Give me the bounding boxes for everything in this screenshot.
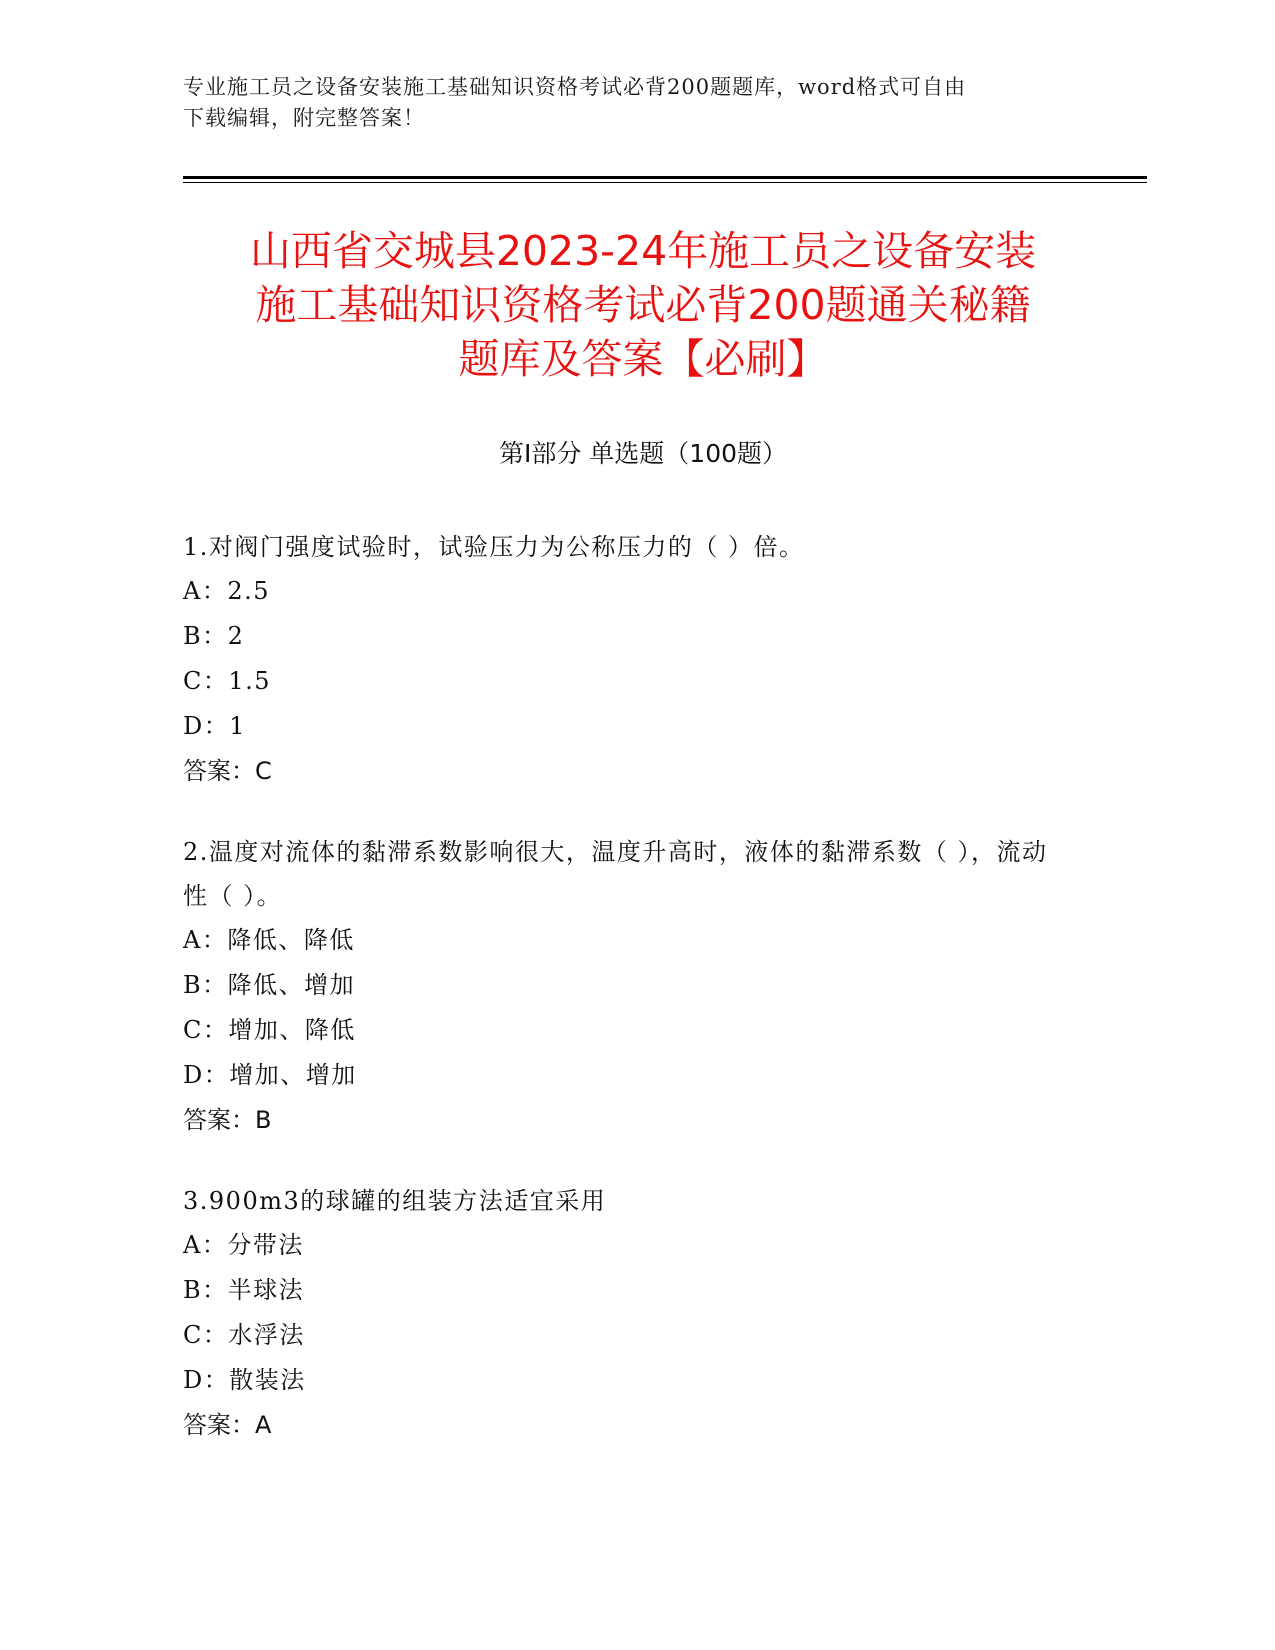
option-c: C：1.5	[183, 667, 272, 695]
section-heading: 第Ⅰ部分 单选题（100题）	[498, 439, 788, 468]
option-b: B：半球法	[183, 1276, 305, 1304]
question-item	[183, 1179, 1063, 1448]
option-a: A：分带法	[183, 1231, 304, 1259]
title-line-1: 山西省交城县2023-24年施工员之设备安装	[249, 227, 1037, 275]
question-stem: 1.对阀门强度试验时，试验压力为公称压力的（ ）倍。	[183, 533, 805, 561]
question-item	[183, 525, 1063, 794]
option-a: A：2.5	[183, 577, 270, 605]
header-divider-thin	[183, 182, 1147, 183]
option-d: D：散装法	[183, 1366, 306, 1394]
option-b: B：降低、增加	[183, 971, 356, 999]
header-divider-thick	[183, 176, 1147, 179]
option-c: C：增加、降低	[183, 1016, 356, 1044]
title-line-3: 题库及答案【必刷】	[458, 335, 828, 383]
answer-line: 答案：C	[183, 757, 272, 785]
option-d: D：增加、增加	[183, 1061, 357, 1089]
question-stem: 3.900m3的球罐的组装方法适宜采用	[183, 1187, 607, 1215]
document-title	[183, 224, 1103, 386]
question-item	[183, 830, 1063, 1143]
title-line-2: 施工基础知识资格考试必背200题通关秘籍	[255, 281, 1031, 329]
option-d: D：1	[183, 712, 247, 740]
answer-line: 答案：A	[183, 1411, 272, 1439]
option-a: A：降低、降低	[183, 926, 355, 954]
header-note-line-1: 专业施工员之设备安装施工基础知识资格考试必背200题题库，word格式可自由	[183, 75, 967, 99]
answer-line: 答案：B	[183, 1106, 272, 1134]
header-note	[183, 72, 1083, 134]
question-list	[183, 525, 1063, 1484]
question-stem: 2.温度对流体的黏滞系数影响很大，温度升高时，液体的黏滞系数（ ），流动性（ ）。	[183, 838, 1048, 910]
option-b: B：2	[183, 622, 245, 650]
header-note-line-2: 下载编辑，附完整答案！	[183, 106, 425, 130]
option-c: C：水浮法	[183, 1321, 305, 1349]
